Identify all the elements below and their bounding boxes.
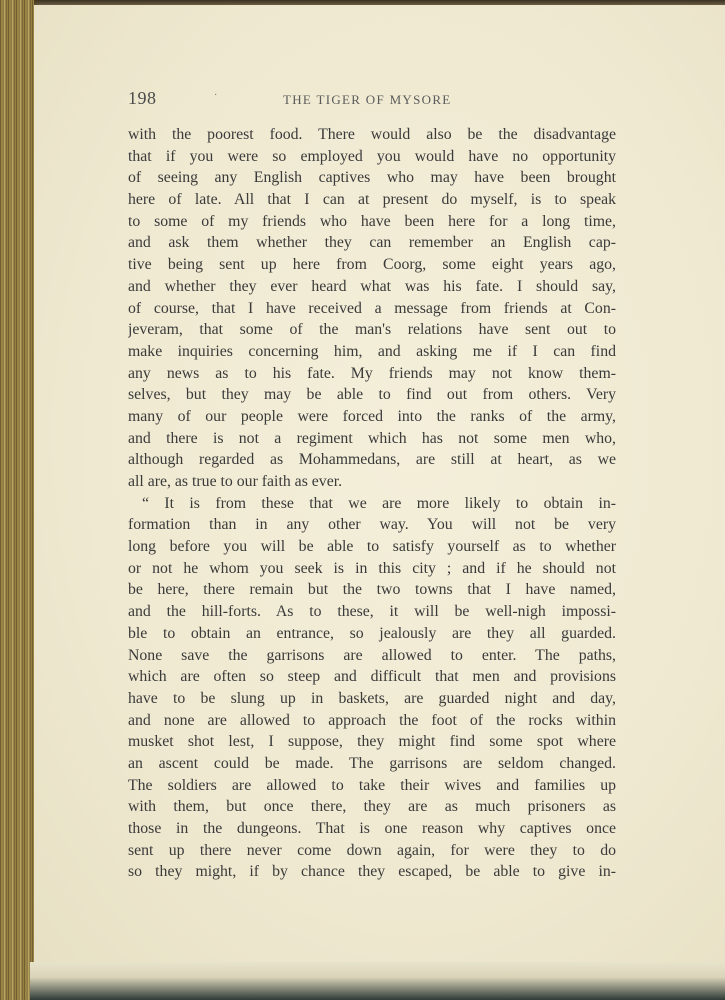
page-header bbox=[128, 88, 618, 112]
text-line: that if you were so employed you would have no opportunity bbox=[128, 147, 616, 165]
text-line: jeveram, that some of the man's relations have sent out to bbox=[128, 321, 616, 339]
text-line: or not he whom you seek is in this city ; and if he should not bbox=[128, 559, 616, 577]
text-line: to some of my friends who have been here for a long time, bbox=[128, 212, 616, 230]
text-line: sent up there never come down again, for were they to do bbox=[128, 841, 616, 859]
text-line: and whether they ever heard what was his fate. I should say, bbox=[128, 277, 616, 295]
text-line: with the poorest food. There would also be the disadvantage bbox=[128, 126, 616, 143]
text-line: so they might, if by chance they escaped, be able to give in- bbox=[128, 863, 616, 881]
text-line: and ask them whether they can remember an English cap- bbox=[128, 234, 616, 252]
text-line: “ It is from these that we are more likely to obtain in- bbox=[142, 494, 616, 512]
text-line: which are often so steep and difficult that men and provisions bbox=[128, 668, 616, 686]
text-line: and there is not a regiment which has not some men who, bbox=[128, 429, 616, 447]
text-line: of seeing any English captives who may have been brought bbox=[128, 169, 616, 187]
text-line: make inquiries concerning him, and asking me if I can find bbox=[128, 342, 616, 360]
text-line: of course, that I have received a message from friends at Con- bbox=[128, 299, 616, 317]
text-line: be here, there remain but the two towns that I have named, bbox=[128, 581, 616, 599]
text-line: an ascent could be made. The garrisons are seldom changed. bbox=[128, 754, 616, 772]
book-page-edges bbox=[0, 0, 34, 1000]
page-number: 198 bbox=[128, 88, 157, 108]
text-line: and none are allowed to approach the foot of the rocks within bbox=[128, 711, 616, 729]
text-line: selves, but they may be able to find out from others. Very bbox=[128, 386, 616, 404]
text-line: any news as to his fate. My friends may not know them- bbox=[128, 364, 616, 382]
body-text bbox=[128, 124, 616, 883]
text-line: many of our people were forced into the ranks of the army, bbox=[128, 407, 616, 425]
text-line: have to be slung up in baskets, are guarded night and day, bbox=[128, 689, 616, 707]
text-line: None save the garrisons are allowed to enter. The paths, bbox=[128, 646, 616, 664]
text-line: here of late. All that I can at present do myself, is to speak bbox=[128, 191, 616, 209]
text-line: all are, as true to our faith as ever. bbox=[128, 473, 343, 490]
text-line: long before you will be able to satisfy yourself as to whether bbox=[128, 538, 616, 556]
text-line: although regarded as Mohammedans, are still at heart, as we bbox=[128, 451, 616, 469]
text-line: musket shot lest, I suppose, they might find some spot where bbox=[128, 733, 616, 751]
text-line: those in the dungeons. That is one reason why captives once bbox=[128, 820, 616, 837]
text-line: tive being sent up here from Coorg, some eight years ago, bbox=[128, 256, 616, 274]
text-line: and the hill-forts. As to these, it will be well-nigh impossi- bbox=[128, 603, 616, 621]
text-line: The soldiers are allowed to take their wives and families up bbox=[128, 776, 616, 794]
scan-bottom-edge bbox=[30, 962, 725, 1000]
ink-mark: · bbox=[214, 90, 218, 101]
text-line: with them, but once there, they are as much prisoners as bbox=[128, 798, 616, 816]
running-head: THE TIGER OF MYSORE bbox=[283, 92, 452, 107]
text-line: formation than in any other way. You will not be very bbox=[128, 516, 616, 534]
text-line: ble to obtain an entrance, so jealously are they all guarded. bbox=[128, 624, 616, 642]
